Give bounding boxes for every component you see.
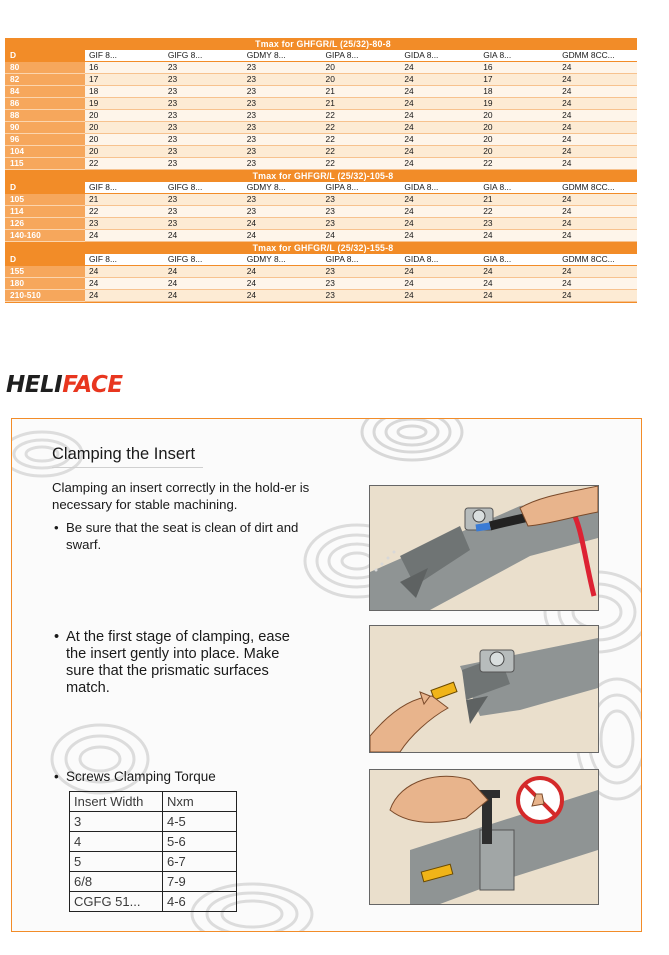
tmax-header-cell: GDMM 8CC...	[558, 50, 637, 62]
tmax-value-cell: 22	[322, 110, 401, 122]
tmax-value-cell: 19	[85, 98, 164, 110]
tmax-title-cell: Tmax for GHFGR/L (25/32)-80-8	[5, 38, 637, 50]
tmax-value-cell: 23	[164, 146, 243, 158]
tmax-section-title	[5, 38, 637, 50]
bullet-dot: •	[54, 520, 59, 535]
tmax-header-cell: GDMY 8...	[243, 254, 322, 266]
tmax-value-cell: 23	[322, 290, 401, 302]
tmax-value-cell: 24	[558, 134, 637, 146]
table-row	[5, 134, 637, 146]
tmax-header-cell: D	[5, 182, 85, 194]
tmax-value-cell: 23	[164, 86, 243, 98]
tmax-value-cell: 24	[558, 146, 637, 158]
tmax-value-cell: 23	[164, 98, 243, 110]
tmax-value-cell: 24	[400, 86, 479, 98]
insert-width-cell: Insert Width	[70, 792, 163, 812]
torque-table	[69, 791, 237, 912]
diameter-cell: 180	[5, 278, 85, 290]
table-row	[70, 892, 237, 912]
tmax-value-cell: 21	[85, 194, 164, 206]
tmax-value-cell: 16	[85, 62, 164, 74]
tmax-value-cell: 24	[243, 218, 322, 230]
insert-width-cell: 3	[70, 812, 163, 832]
tmax-value-cell: 23	[164, 62, 243, 74]
diameter-cell: 96	[5, 134, 85, 146]
tmax-value-cell: 24	[400, 206, 479, 218]
tmax-value-cell: 24	[479, 290, 558, 302]
tmax-value-cell: 23	[164, 158, 243, 170]
tmax-header-cell: GIPA 8...	[322, 182, 401, 194]
tmax-value-cell: 24	[322, 230, 401, 242]
table-row	[5, 194, 637, 206]
torque-value-cell: 5-6	[163, 832, 237, 852]
tmax-value-cell: 24	[400, 146, 479, 158]
tmax-value-cell: 24	[558, 62, 637, 74]
tmax-value-cell: 24	[558, 122, 637, 134]
tmax-value-cell: 24	[243, 290, 322, 302]
tmax-value-cell: 24	[400, 218, 479, 230]
tmax-value-cell: 23	[243, 146, 322, 158]
tmax-section-title	[5, 242, 637, 255]
torque-value-cell: 4-5	[163, 812, 237, 832]
tmax-value-cell: 24	[558, 278, 637, 290]
tmax-value-cell: 24	[558, 98, 637, 110]
diameter-cell: 86	[5, 98, 85, 110]
tmax-header-cell: GIF 8...	[85, 254, 164, 266]
diameter-cell: 84	[5, 86, 85, 98]
tmax-value-cell: 24	[558, 230, 637, 242]
tmax-value-cell: 18	[479, 86, 558, 98]
tmax-value-cell: 23	[243, 122, 322, 134]
table-row	[70, 812, 237, 832]
tmax-value-cell: 24	[164, 290, 243, 302]
tmax-value-cell: 22	[85, 206, 164, 218]
tmax-header-cell: GDMM 8CC...	[558, 254, 637, 266]
table-row	[5, 122, 637, 134]
tmax-value-cell: 18	[85, 86, 164, 98]
insert-width-cell: CGFG 51...	[70, 892, 163, 912]
clean-seat-illustration	[369, 485, 599, 611]
tmax-header-cell: GDMY 8...	[243, 50, 322, 62]
tmax-value-cell: 23	[322, 266, 401, 278]
tmax-value-cell: 23	[322, 218, 401, 230]
torque-value-cell: 4-6	[163, 892, 237, 912]
tmax-value-cell: 19	[479, 98, 558, 110]
table-row	[5, 146, 637, 158]
tmax-value-cell: 24	[558, 194, 637, 206]
tmax-value-cell: 21	[322, 86, 401, 98]
tmax-value-cell: 22	[322, 134, 401, 146]
tmax-header-cell: GIDA 8...	[400, 50, 479, 62]
table-row	[70, 872, 237, 892]
tmax-value-cell: 24	[400, 266, 479, 278]
tmax-value-cell: 24	[558, 74, 637, 86]
tmax-header-cell: GIA 8...	[479, 182, 558, 194]
tmax-value-cell: 23	[164, 218, 243, 230]
tmax-value-cell: 22	[322, 122, 401, 134]
table-row	[5, 218, 637, 230]
tmax-value-cell: 20	[85, 122, 164, 134]
tmax-value-cell: 24	[400, 194, 479, 206]
tmax-value-cell: 24	[400, 134, 479, 146]
torque-value-cell: 7-9	[163, 872, 237, 892]
tmax-value-cell: 23	[243, 62, 322, 74]
tmax-value-cell: 23	[243, 98, 322, 110]
tmax-value-cell: 24	[400, 98, 479, 110]
tmax-value-cell: 23	[164, 74, 243, 86]
diameter-cell: 114	[5, 206, 85, 218]
tmax-value-cell: 22	[85, 158, 164, 170]
tmax-value-cell: 23	[479, 218, 558, 230]
tmax-value-cell: 21	[479, 194, 558, 206]
table-row	[5, 62, 637, 74]
table-row	[5, 98, 637, 110]
tmax-value-cell: 24	[400, 122, 479, 134]
tmax-value-cell: 24	[558, 218, 637, 230]
tmax-value-cell: 24	[400, 62, 479, 74]
tmax-header-cell: GIPA 8...	[322, 50, 401, 62]
tmax-header-cell: GIDA 8...	[400, 182, 479, 194]
torque-value-cell: 6-7	[163, 852, 237, 872]
diameter-cell: 88	[5, 110, 85, 122]
tmax-value-cell: 24	[558, 86, 637, 98]
tmax-header-cell: GIA 8...	[479, 50, 558, 62]
tmax-header-cell: GIFG 8...	[164, 50, 243, 62]
tmax-value-cell: 23	[164, 206, 243, 218]
tmax-header-cell: GIPA 8...	[322, 254, 401, 266]
tmax-header-cell: GDMM 8CC...	[558, 182, 637, 194]
tmax-header-cell: GIF 8...	[85, 50, 164, 62]
logo-part-face: FACE	[62, 372, 123, 398]
tmax-value-cell: 22	[479, 206, 558, 218]
tmax-value-cell: 20	[479, 110, 558, 122]
tmax-value-cell: 24	[243, 278, 322, 290]
diameter-cell: 115	[5, 158, 85, 170]
diameter-cell: 105	[5, 194, 85, 206]
tmax-header-row	[5, 182, 637, 194]
tmax-value-cell: 24	[558, 266, 637, 278]
bullet-text: Be sure that the seat is clean of dirt and swarf.	[66, 520, 299, 552]
torque-value-cell: Nxm	[163, 792, 237, 812]
bullet-text: At the first stage of clamping, ease the insert gently into place. Make sure that the prismatic surfaces match.	[66, 629, 290, 696]
diameter-cell: 90	[5, 122, 85, 134]
tmax-value-cell: 23	[85, 218, 164, 230]
bullet-first-stage	[54, 629, 304, 697]
tmax-header-cell: GIA 8...	[479, 254, 558, 266]
table-row	[5, 206, 637, 218]
tmax-value-cell: 23	[243, 158, 322, 170]
hex-key-tightening-icon	[370, 770, 598, 904]
tmax-title-cell: Tmax for GHFGR/L (25/32)-105-8	[5, 170, 637, 183]
table-row	[5, 266, 637, 278]
table-row	[5, 230, 637, 242]
table-row	[5, 74, 637, 86]
insert-placement-illustration	[369, 625, 599, 753]
tmax-value-cell: 23	[243, 86, 322, 98]
clean-seat-icon	[370, 486, 598, 610]
tmax-header-row	[5, 254, 637, 266]
diameter-cell: 210-510	[5, 290, 85, 302]
tmax-header-cell: GDMY 8...	[243, 182, 322, 194]
tmax-header-cell: GIDA 8...	[400, 254, 479, 266]
tmax-value-cell: 20	[85, 110, 164, 122]
table-row	[5, 158, 637, 170]
tmax-value-cell: 24	[243, 266, 322, 278]
tmax-value-cell: 20	[322, 74, 401, 86]
tmax-value-cell: 23	[164, 122, 243, 134]
tmax-value-cell: 23	[243, 206, 322, 218]
tmax-header-cell: GIFG 8...	[164, 182, 243, 194]
clamping-panel	[11, 418, 642, 932]
table-row	[5, 86, 637, 98]
tmax-value-cell: 20	[479, 146, 558, 158]
tmax-header-row	[5, 50, 637, 62]
table-row	[70, 832, 237, 852]
tmax-value-cell: 24	[400, 290, 479, 302]
diameter-cell: 80	[5, 62, 85, 74]
tmax-value-cell: 24	[558, 206, 637, 218]
tmax-value-cell: 24	[479, 278, 558, 290]
insert-width-cell: 5	[70, 852, 163, 872]
intro-text: Clamping an insert correctly in the hold-er is necessary for stable machining.	[52, 480, 310, 512]
table-row	[5, 290, 637, 302]
tmax-value-cell: 23	[164, 134, 243, 146]
diameter-cell: 126	[5, 218, 85, 230]
tmax-value-cell: 24	[85, 290, 164, 302]
tmax-value-cell: 23	[322, 278, 401, 290]
tmax-value-cell: 24	[85, 230, 164, 242]
tmax-header-cell: GIF 8...	[85, 182, 164, 194]
tmax-value-cell: 22	[479, 158, 558, 170]
tmax-value-cell: 23	[243, 110, 322, 122]
tmax-value-cell: 23	[164, 110, 243, 122]
torque-header-row	[70, 792, 237, 812]
tmax-value-cell: 23	[243, 194, 322, 206]
tmax-value-cell: 17	[479, 74, 558, 86]
tmax-value-cell: 24	[85, 266, 164, 278]
tmax-value-cell: 22	[322, 158, 401, 170]
bullet-dot: •	[54, 769, 59, 784]
diameter-cell: 104	[5, 146, 85, 158]
insert-placement-icon	[370, 626, 598, 752]
logo-part-heli: HELI	[6, 372, 63, 398]
table-row	[5, 110, 637, 122]
tmax-value-cell: 16	[479, 62, 558, 74]
tmax-value-cell: 21	[322, 98, 401, 110]
tmax-value-cell: 20	[479, 122, 558, 134]
swirl-decoration-icon	[357, 418, 467, 467]
diameter-cell: 82	[5, 74, 85, 86]
bullet-dot: •	[54, 629, 60, 645]
tmax-tables	[5, 38, 637, 303]
swirl-decoration-icon	[50, 719, 150, 799]
tmax-value-cell: 20	[479, 134, 558, 146]
tmax-value-cell: 24	[400, 110, 479, 122]
tmax-value-cell: 24	[400, 74, 479, 86]
tmax-value-cell: 23	[243, 74, 322, 86]
tmax-value-cell: 17	[85, 74, 164, 86]
insert-width-cell: 6/8	[70, 872, 163, 892]
tmax-value-cell: 20	[85, 146, 164, 158]
tmax-value-cell: 24	[164, 230, 243, 242]
tmax-value-cell: 24	[479, 266, 558, 278]
tmax-value-cell: 24	[558, 158, 637, 170]
tmax-value-cell: 24	[400, 278, 479, 290]
tmax-value-cell: 23	[322, 206, 401, 218]
tmax-value-cell: 24	[243, 230, 322, 242]
tmax-value-cell: 24	[558, 110, 637, 122]
table-row	[70, 852, 237, 872]
tmax-value-cell: 22	[322, 146, 401, 158]
hex-key-illustration	[369, 769, 599, 905]
tmax-title-cell: Tmax for GHFGR/L (25/32)-155-8	[5, 242, 637, 255]
tmax-value-cell: 24	[400, 230, 479, 242]
tmax-value-cell: 23	[243, 134, 322, 146]
tmax-header-cell: GIFG 8...	[164, 254, 243, 266]
bullet-clean-seat	[54, 519, 304, 553]
tmax-value-cell: 24	[558, 290, 637, 302]
tmax-table	[5, 38, 637, 302]
bullet-text: Screws Clamping Torque	[66, 769, 216, 784]
table-row	[5, 278, 637, 290]
diameter-cell: 140-160	[5, 230, 85, 242]
tmax-value-cell: 24	[85, 278, 164, 290]
tmax-value-cell: 24	[479, 230, 558, 242]
tmax-value-cell: 20	[322, 62, 401, 74]
panel-title: Clamping the Insert	[52, 445, 203, 468]
tmax-section-title	[5, 170, 637, 183]
tmax-value-cell: 20	[85, 134, 164, 146]
tmax-value-cell: 24	[400, 158, 479, 170]
heliface-logo	[6, 372, 123, 398]
bullet-torque	[54, 768, 304, 785]
tmax-header-cell: D	[5, 254, 85, 266]
tmax-value-cell: 23	[164, 194, 243, 206]
insert-width-cell: 4	[70, 832, 163, 852]
tmax-value-cell: 24	[164, 278, 243, 290]
tmax-value-cell: 23	[322, 194, 401, 206]
tmax-value-cell: 24	[164, 266, 243, 278]
diameter-cell: 155	[5, 266, 85, 278]
tmax-header-cell: D	[5, 50, 85, 62]
